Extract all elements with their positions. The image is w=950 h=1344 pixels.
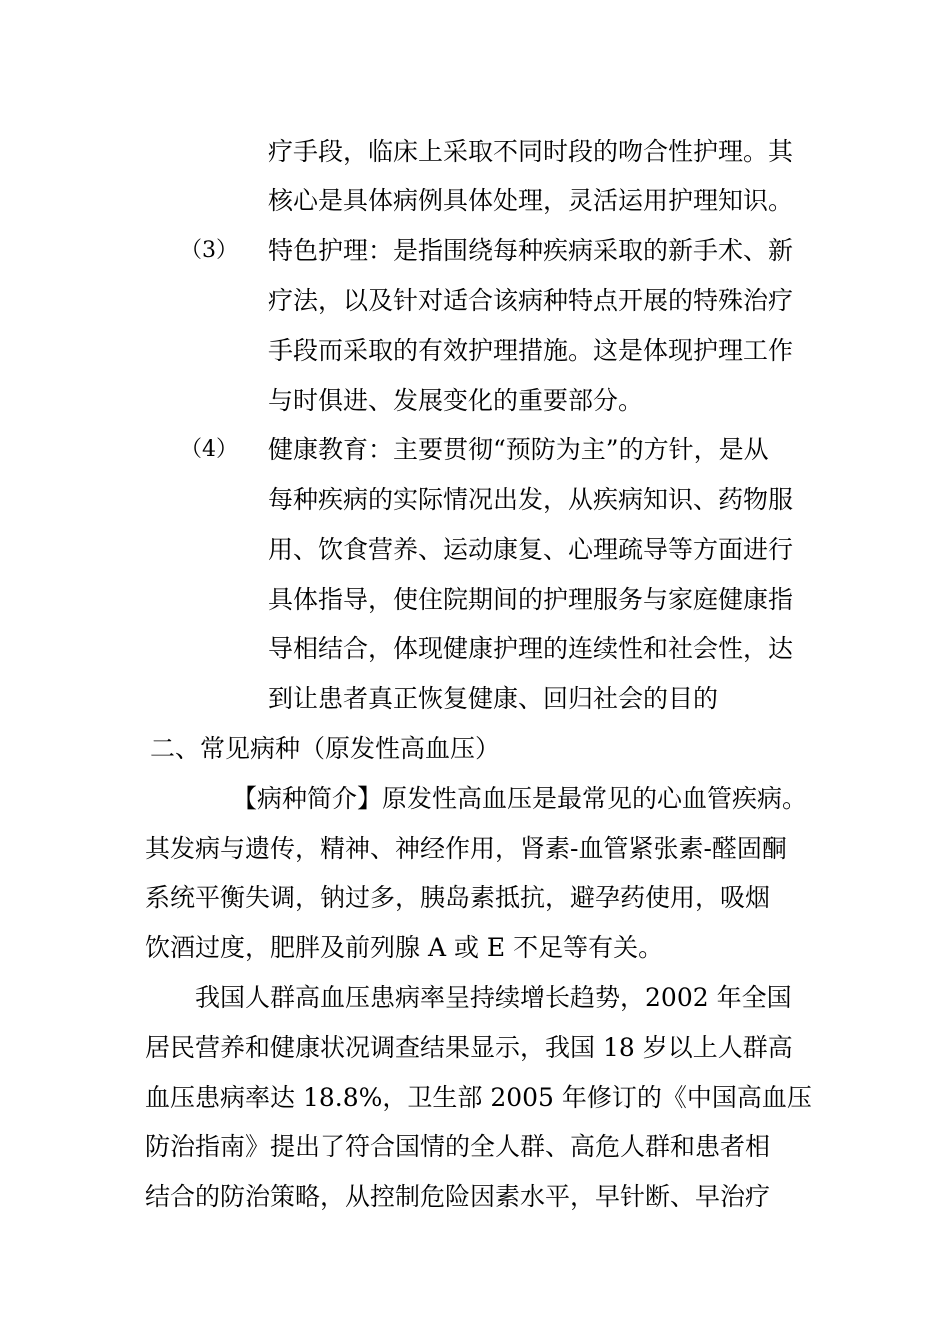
- prevalence-line-1: 我国人群高血压患病率呈持续增长趋势，2002 年全国: [195, 983, 792, 1012]
- item-4-line-6: 到让患者真正恢复健康、回归社会的目的: [268, 684, 719, 713]
- item-3-line-1: 特色护理：是指围绕每种疾病采取的新手术、新: [268, 236, 794, 265]
- item-4-line-4: 具体指导，使住院期间的护理服务与家庭健康指: [268, 585, 794, 614]
- item-4-number: （4）: [180, 437, 238, 462]
- item-3-line-2: 疗法，以及针对适合该病种特点开展的特殊治疗: [268, 286, 794, 315]
- item-4-line-1: 健康教育：主要贯彻“预防为主”的方针，是从: [268, 435, 769, 464]
- intro-line-3: 系统平衡失调，钠过多，胰岛素抵抗，避孕药使用，吸烟: [145, 883, 771, 912]
- prevalence-line-5: 结合的防治策略，从控制危险因素水平，早针断、早治疗: [145, 1182, 771, 1211]
- continuation-line-2: 核心是具体病例具体处理，灵活运用护理知识。: [268, 186, 794, 215]
- intro-line-4: 饮酒过度，肥胖及前列腺 A 或 E 不足等有关。: [145, 933, 664, 962]
- intro-line-1: 【病种简介】原发性高血压是最常见的心血管疾病。: [232, 784, 808, 813]
- item-4-line-5: 导相结合，体现健康护理的连续性和社会性，达: [268, 634, 794, 663]
- item-3-line-3: 手段而采取的有效护理措施。这是体现护理工作: [268, 336, 794, 365]
- continuation-line-1: 疗手段，临床上采取不同时段的吻合性护理。其: [268, 137, 794, 166]
- intro-line-2: 其发病与遗传，精神、神经作用，肾素-血管紧张素-醛固酮: [145, 834, 787, 863]
- item-4-line-3: 用、饮食营养、运动康复、心理疏导等方面进行: [268, 535, 794, 564]
- prevalence-line-3: 血压患病率达 18.8%，卫生部 2005 年修订的《中国高血压: [145, 1083, 812, 1112]
- item-3-line-4: 与时俱进、发展变化的重要部分。: [268, 386, 644, 415]
- prevalence-line-2: 居民营养和健康状况调查结果显示，我国 18 岁以上人群高: [145, 1033, 793, 1062]
- prevalence-line-4: 防治指南》提出了符合国情的全人群、高危人群和患者相: [145, 1132, 771, 1161]
- item-3-number: （3）: [180, 238, 238, 263]
- item-4-line-2: 每种疾病的实际情况出发，从疾病知识、药物服: [268, 485, 794, 514]
- section-heading: 二、常见病种（原发性高血压）: [150, 734, 501, 763]
